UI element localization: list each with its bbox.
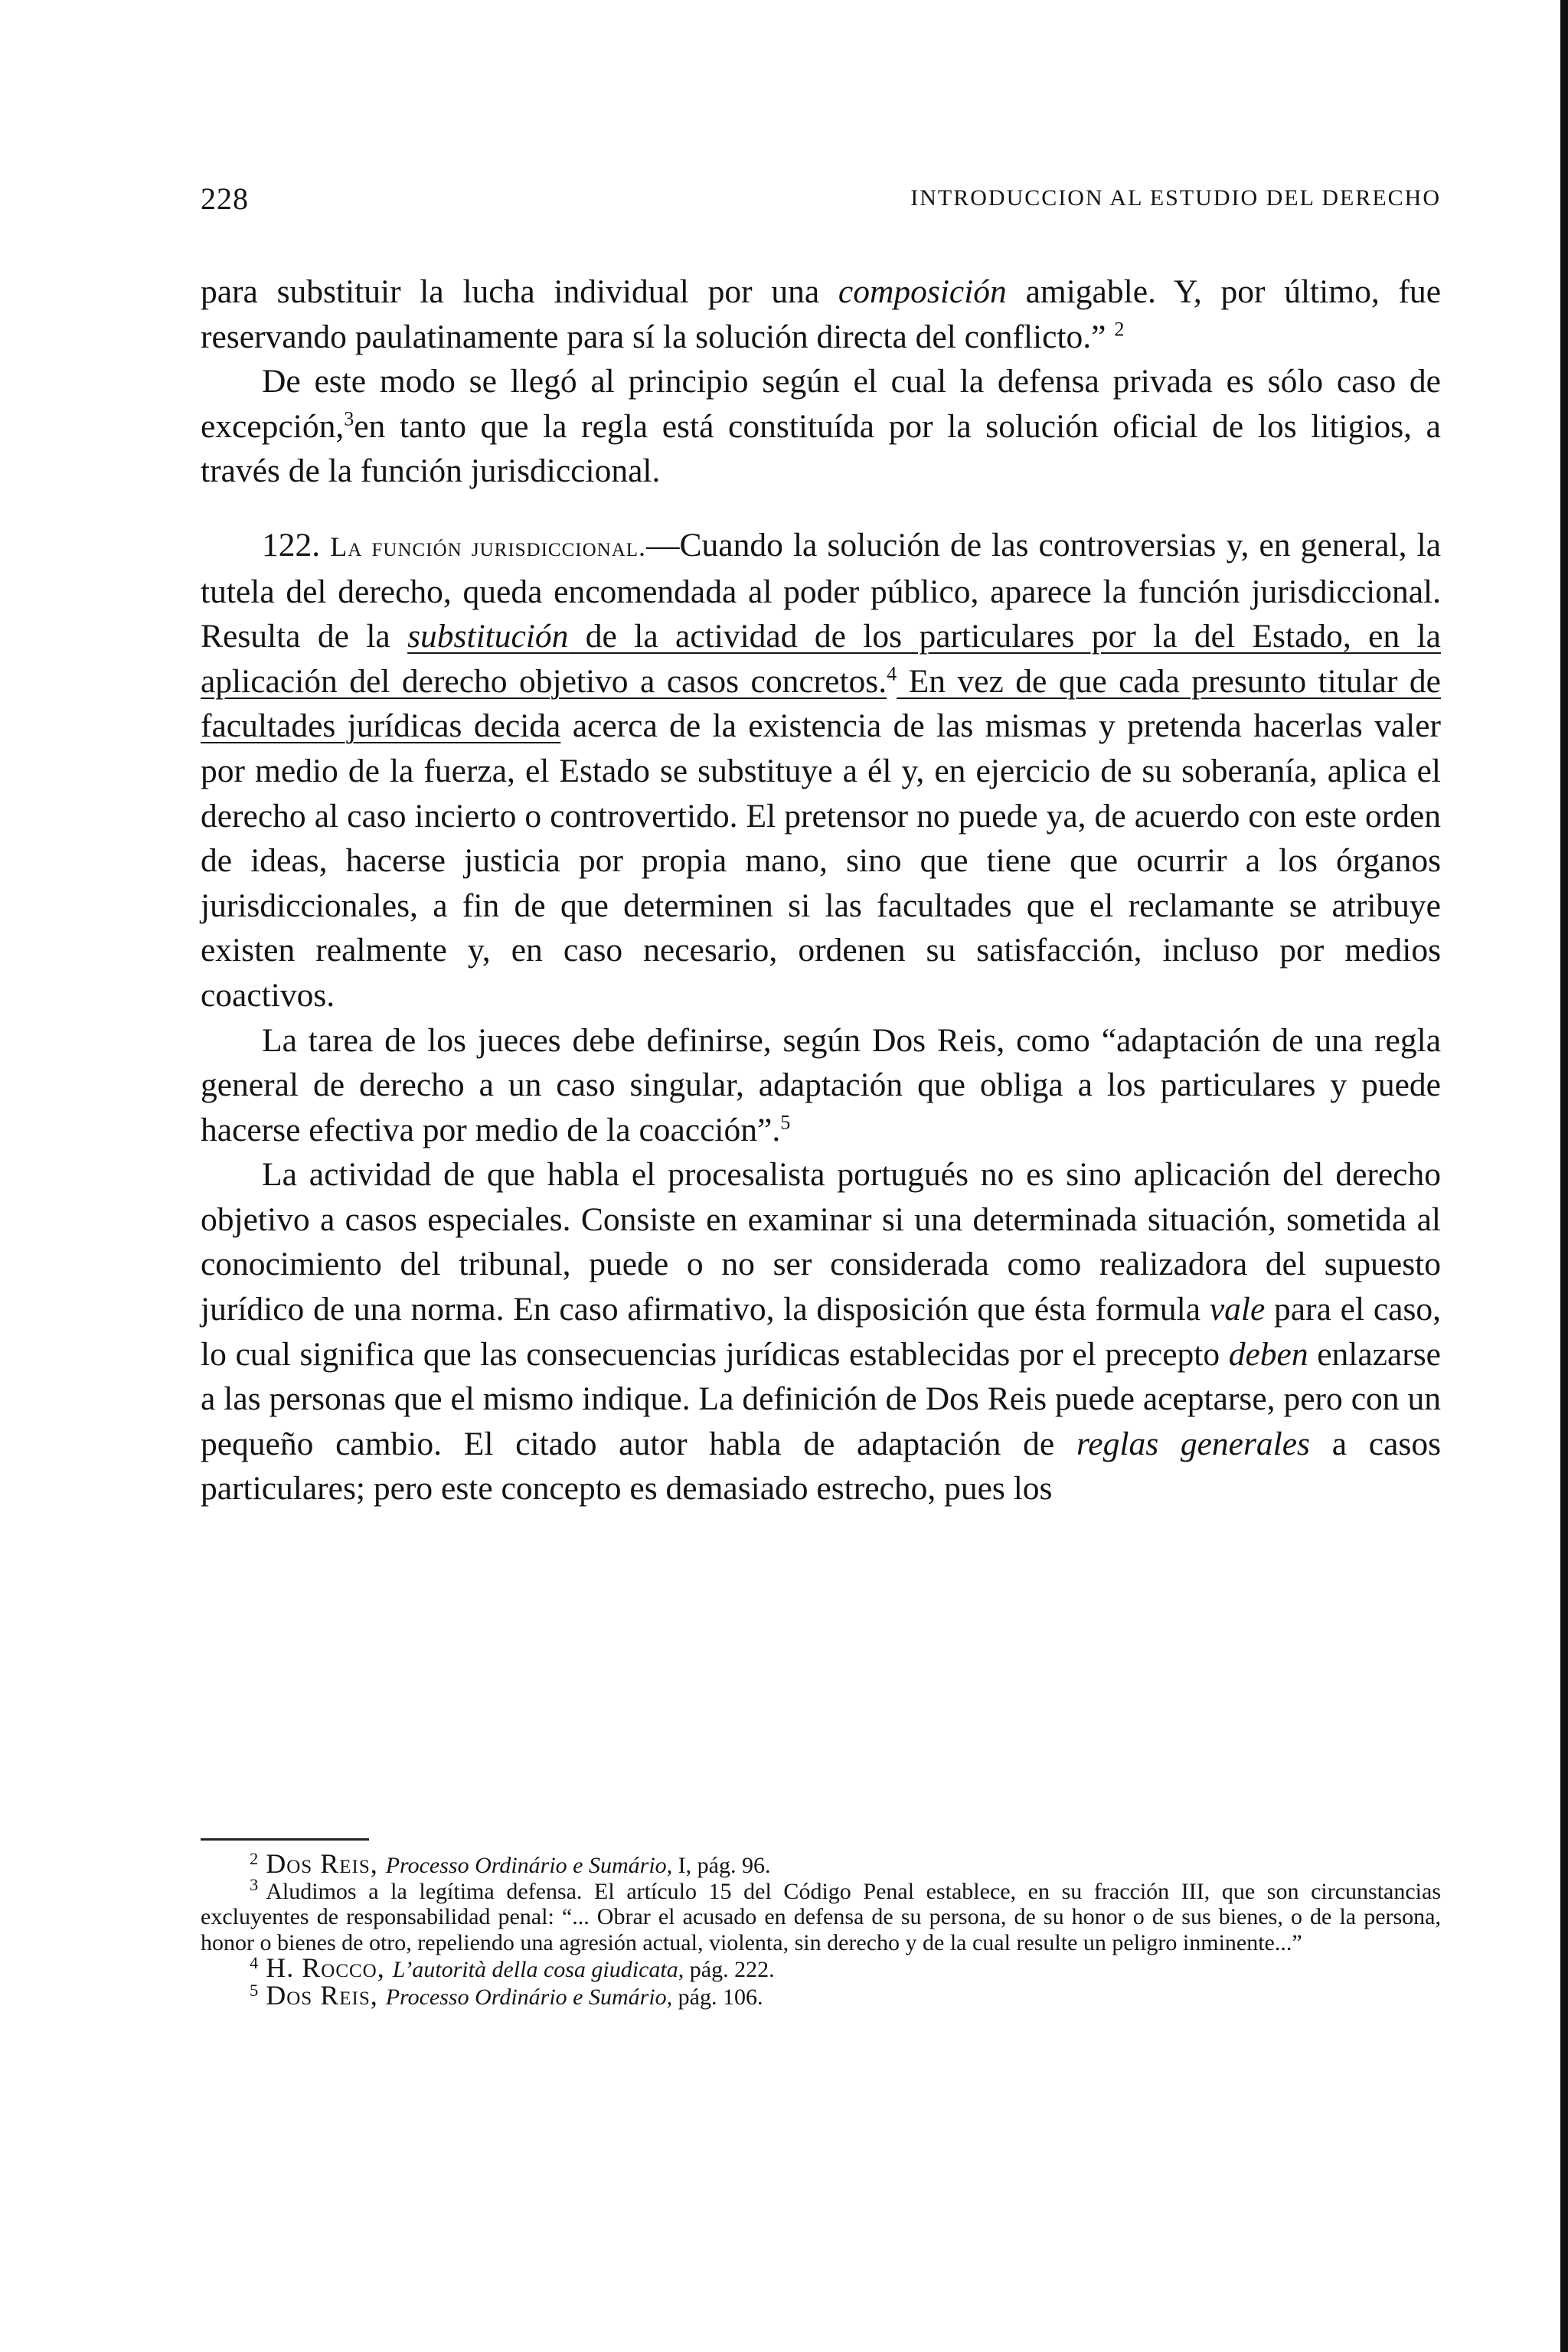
footnote-ref: 2 [1114, 318, 1125, 341]
underlined-text: de la actividad de los particulares por la del Estado, en la aplicación del derecho objetivo a casos concretos. [201, 618, 1441, 700]
emphasis: composición [838, 273, 1007, 310]
footnote-number: 4 [250, 1953, 259, 1972]
section-title: La función jurisdiccional. [330, 531, 647, 562]
footnote-ref: 4 [887, 662, 897, 685]
text-run: La tarea de los jueces debe definirse, según Dos Reis, como “adaptación de una regla general de derecho a un caso singular, adaptación que obliga a los particulares y puede hacerse efectiva por medio de la coacción”. [201, 1021, 1441, 1148]
footnote [201, 1952, 1441, 1983]
footnote [201, 1848, 1441, 1879]
footnote-ref: 3 [344, 407, 354, 430]
text-run: enlazarse a las personas que el mismo indique. La definición de Dos Reis puede aceptarse, pero con un pequeño cambio. El citado autor habla de adaptación de [201, 1335, 1441, 1462]
paragraph [201, 359, 1441, 494]
underlined-text: En vez de que cada presunto titular de facultades jurídicas decida [201, 662, 1441, 745]
footnote-author: Dos Reis, [266, 1979, 386, 2011]
emphasis: reglas generales [1076, 1425, 1310, 1462]
footnote-title: L’autorità della cosa giudicata, [392, 1957, 684, 1982]
footnote-text: pág. 222. [684, 1957, 775, 1982]
page-number: 228 [201, 181, 249, 216]
footnote-number: 3 [250, 1874, 259, 1894]
section-122 [201, 523, 1441, 1018]
footnote-author: H. Rocco, [266, 1952, 393, 1983]
text-run: para substituir la lucha individual por una [201, 273, 838, 310]
footnote-number: 5 [250, 1980, 259, 2000]
text-run: en tanto que la regla está constituída por la solución oficial de los litigios, a través de la función jurisdiccional. [201, 407, 1441, 490]
text-run: La actividad de que habla el procesalista portugués no es sino aplicación del derecho objetivo a casos especiales. Consiste en examinar si una determinada situación, sometida al conocimiento del tribunal, puede o no ser considerada como realizadora del supuesto jurídico de una norma. En caso afirmativo, la disposición que ésta formula [201, 1156, 1441, 1328]
text-run: —Cuando la solución de las controversias y, en general, la tutela del derecho, queda encomendada al poder público, aparece la función jurisdiccional. Resulta de la [201, 526, 1441, 655]
text-run: acerca de la existencia de las mismas y pretenda hacerlas valer por medio de la fuerza, el Estado se substituye a él y, en ejercicio de su soberanía, aplica el derecho al caso incierto o controvertido. [201, 707, 1442, 835]
text-run: amigable. Y, por último, fue reservando paulatinamente para sí la solución directa del conflicto.” [201, 273, 1441, 355]
emphasis: deben [1228, 1335, 1308, 1373]
paragraph [201, 1152, 1441, 1511]
body-text [201, 270, 1441, 1511]
footnote-author: Dos Reis, [266, 1848, 386, 1879]
footnote-text: pág. 106. [672, 1984, 763, 2010]
text-run: El pretensor no puede ya, de acuerdo con este orden de ideas, hacerse justicia por propia mano, sino que tiene que ocurrir a los órganos jurisdiccionales, a fin de que determinen si las facultades que el reclamante se atribuye existen realmente y, en caso necesario, ordenen su satisfacción, incluso por medios coactivos. [201, 797, 1442, 1014]
text-run: a casos particulares; pero este concepto es demasiado estrecho, pues los [201, 1425, 1441, 1508]
section-number: 122. [262, 526, 331, 564]
footnote-title: Processo Ordinário e Sumário, [385, 1853, 673, 1878]
footnote [201, 1979, 1441, 2011]
emphasis: vale [1209, 1291, 1266, 1328]
footnote [201, 1874, 1441, 1956]
running-head: INTRODUCCION AL ESTUDIO DEL DERECHO [910, 185, 1441, 211]
footnote-number: 2 [250, 1849, 259, 1868]
footnote-ref: 5 [780, 1111, 791, 1134]
paragraph [201, 1018, 1441, 1153]
footnotes [201, 1848, 1441, 2011]
emphasis: substitución [407, 618, 569, 655]
text-run: para el caso, lo cual significa que las consecuencias jurídicas establecidas por el precepto [201, 1291, 1441, 1373]
footnote-text: I, pág. 96. [672, 1853, 771, 1878]
footnote-title: Processo Ordinário e Sumário, [385, 1984, 673, 2010]
scan-border [1560, 0, 1568, 2352]
footnote-text: Aludimos a la legítima defensa. El artículo 15 del Código Penal establece, en su fracción III, que son circunstancias excluyentes de responsabilidad penal: “... Obrar el acusado en defensa de su persona, de su honor o de sus bienes, o de la persona, honor o bienes de otro, repeliendo una agresión actual, violenta, sin derecho y de la cual resulte un peligro inminente...” [201, 1878, 1441, 1955]
paragraph [201, 270, 1441, 359]
text-run: De este modo se llegó al principio según el cual la defensa privada es sólo caso de excepción, [201, 363, 1441, 445]
page-header [201, 181, 1441, 227]
footnote-rule [201, 1838, 369, 1841]
